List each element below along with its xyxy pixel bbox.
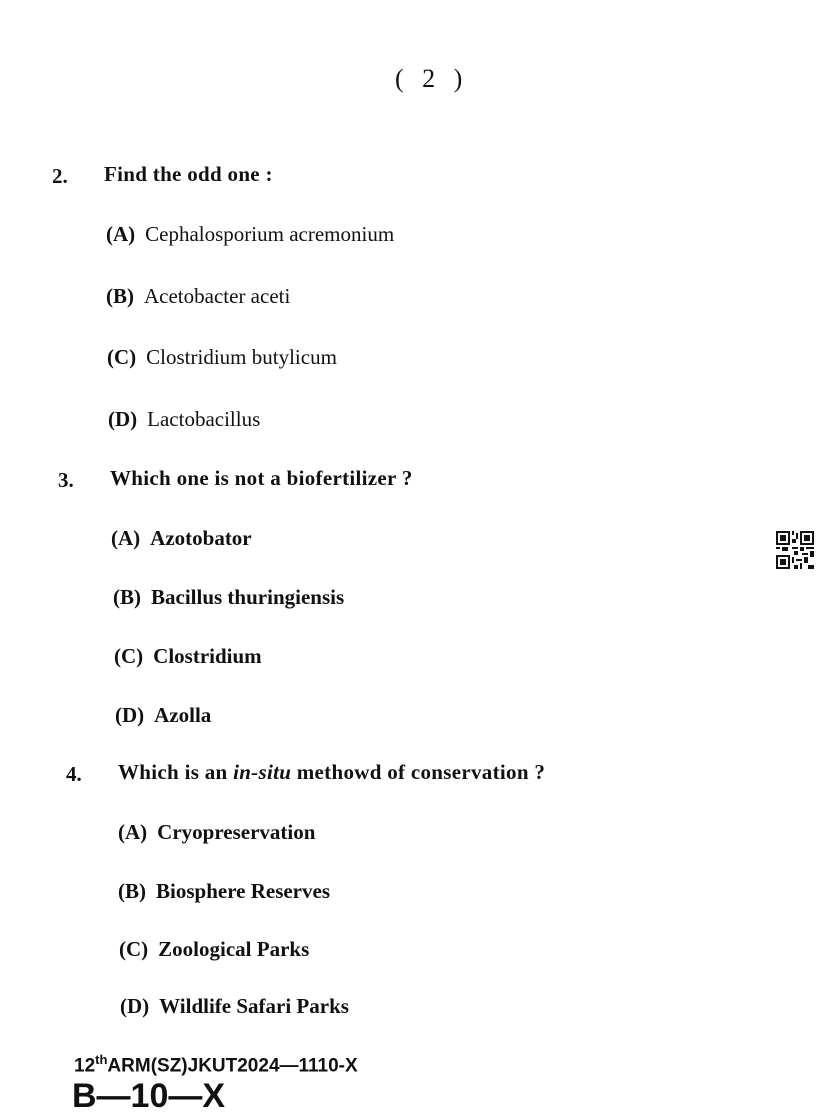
option-text: Acetobacter aceti (144, 284, 291, 308)
footer-code-rest: ARM(SZ)JKUT2024—1110-X (107, 1055, 358, 1077)
option-text: Azolla (154, 703, 212, 727)
question-3-option-d (115, 703, 211, 728)
question-4-option-a (118, 820, 315, 845)
question-2-number: 2. (52, 164, 68, 188)
option-text: Clostridium butylicum (146, 345, 337, 369)
question-3-number: 3. (58, 468, 74, 492)
question-4-option-b (118, 879, 330, 904)
question-2-option-c (107, 345, 337, 370)
question-3-option-c (114, 644, 262, 669)
option-letter: (B) (113, 585, 141, 609)
page-number: ( 2 ) (395, 64, 469, 93)
option-letter: (D) (115, 703, 145, 727)
question-2-text: Find the odd one : (104, 162, 273, 186)
question-3-option-a (111, 526, 252, 551)
footer-exam-code (74, 1052, 358, 1077)
option-letter: (C) (114, 644, 144, 668)
footer-set-code: B—10—X (72, 1077, 226, 1115)
option-text: Cephalosporium acremonium (145, 222, 395, 246)
option-letter: (B) (106, 284, 134, 308)
option-text: Biosphere Reserves (156, 879, 330, 903)
footer-code-prefix: 12 (74, 1055, 96, 1077)
question-3-text: Which one is not a biofertilizer ? (110, 466, 413, 490)
question-4-text-italic: in-situ (233, 760, 292, 784)
question-4-option-c (119, 937, 309, 962)
question-4-text-before: Which is an (118, 760, 228, 784)
option-text: Zoological Parks (158, 937, 310, 961)
option-letter: (C) (119, 937, 149, 961)
option-letter: (C) (107, 345, 137, 369)
question-4-text-after: methowd of conservation ? (296, 760, 546, 784)
option-letter: (B) (118, 879, 146, 903)
option-text: Cryopreservation (157, 820, 316, 844)
option-letter: (A) (111, 526, 141, 550)
option-text: Clostridium (153, 644, 262, 668)
question-2-option-d (108, 407, 260, 432)
option-letter: (A) (118, 820, 148, 844)
qr-code-icon (776, 531, 814, 569)
question-3-option-b (113, 585, 344, 610)
option-letter: (D) (120, 994, 150, 1018)
question-2-option-a (106, 222, 394, 247)
option-text: Bacillus thuringiensis (151, 585, 345, 609)
option-letter: (A) (106, 222, 136, 246)
footer-code-sup: th (95, 1052, 108, 1067)
question-2-option-b (106, 284, 290, 309)
option-text: Wildlife Safari Parks (159, 994, 349, 1018)
question-4-option-d (120, 994, 349, 1019)
option-letter: (D) (108, 407, 138, 431)
option-text: Azotobator (150, 526, 252, 550)
question-4-text (118, 760, 545, 785)
question-4-number: 4. (66, 762, 82, 786)
option-text: Lactobacillus (147, 407, 261, 431)
